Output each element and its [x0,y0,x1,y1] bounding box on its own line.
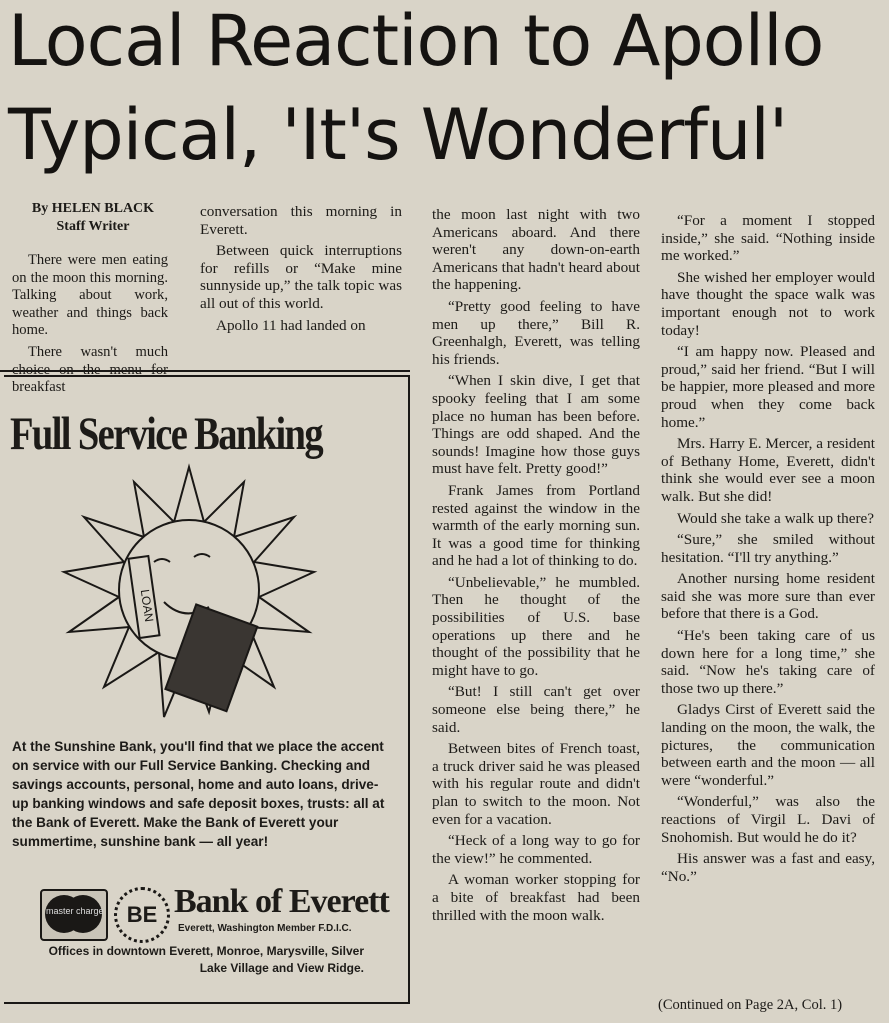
continued-line: (Continued on Page 2A, Col. 1) [658,997,843,1013]
bank-name: Bank of Everett [174,883,389,920]
headline-line-1: Local Reaction to Apollo [8,0,824,82]
paragraph: Mrs. Harry E. Mercer, a resident of Bethany Home, Everett, didn't think she would ever see a moon walk. But she did! [661,435,875,505]
paragraph: Frank James from Portland rested against the window in the warmth of the early morning sun. It was a good time for thinking and he had a lot of thinking to do. [432,481,640,570]
paragraph: A woman worker stopping for a bite of breakfast had been thrilled with the moon walk. [432,871,640,924]
article-column-2 [200,203,402,338]
ad-copy: At the Sunshine Bank, you'll find that we place the accent on service with our Full Service Banking. Checking and savings accounts, personal, home and auto loans, drive-up banking windows and safe deposit boxes, trusts: all at the Bank of Everett. Make the Bank of Everett your summertime, sunshine bank — all year! [12,739,385,849]
paragraph: Another nursing home resident said she was more sure than ever before that there is a God. [661,570,875,623]
sun-illustration-icon [59,462,319,722]
byline [18,200,168,236]
paragraph: His answer was a fast and easy, “No.” [661,850,875,885]
article-column-3 [432,206,640,928]
ad-title: Full Service Banking [10,408,322,460]
bank-location: Everett, Washington Member F.D.I.C. [178,923,352,934]
card-label: master charge [46,906,104,916]
paragraph: “For a moment I stopped inside,” she said. “Nothing inside me worked.” [661,212,875,265]
paragraph: “Wonderful,” was also the reactions of Virgil L. Davi of Snohomish. But would he do it? [661,793,875,846]
paragraph: There were men eating on the moon this morning. Talking about work, weather and things back home. [12,252,168,339]
paragraph: Between quick interruptions for refills or “Make mine sunnyside up,” the talk topic was all out of this world. [200,242,402,312]
bank-monogram-logo: BE [114,887,170,943]
paragraph: “Heck of a long way to go for the view!” he commented. [432,832,640,867]
paragraph: “I am happy now. Pleased and proud,” said her friend. “But I will be happier, more pleased and more proud when they come back home.” [661,343,875,431]
paragraph: conversation this morning in Everett. [200,203,402,238]
paragraph: “But! I still can't get over someone else being there,” he said. [432,683,640,736]
paragraph: Gladys Cirst of Everett said the landing on the moon, the walk, the pictures, the communication between earth and the moon — all were “wonderful.” [661,701,875,789]
author: By HELEN BLACK [31,201,155,216]
bank-advertisement [4,375,410,1004]
paragraph: the moon last night with two Americans aboard. And there weren't any down-on-earth Americans that hadn't heard about the happening. [432,206,640,294]
paragraph: She wished her employer would have thought the space walk was important enough not to work today! [661,268,875,339]
sun-sign: LOAN [137,588,157,623]
paragraph: “He's been taking care of us down here for a long time,” she said. “Now he's taking care of those two up there.” [661,627,875,697]
paragraph: “Unbelievable,” he mumbled. Then he thought of the possibilities of U.S. base operations up there and he thought of the possibility that he might have to go. [432,573,640,679]
paragraph: Between bites of French toast, a truck driver said he was pleased with his regular route and didn't plan to switch to the moon. Not even for a vacation. [432,740,640,828]
master-charge-logo [40,889,108,941]
paragraph: “Sure,” she smiled without hesitation. “I'll try anything.” [661,531,875,566]
headline-line-2: Typical, 'It's Wonderful' [8,94,788,176]
paragraph: “When I skin dive, I get that spooky feeling that I am some place no human has been before. Things are odd shaped. And the sounds! Imagine how those guys must have felt. Pretty good!” [432,372,640,478]
paragraph: There wasn't much breakfast [12,343,168,396]
column-rule [0,370,410,372]
paragraph: Would she take a walk up there? [677,509,874,527]
paragraph: Apollo 11 had landed on [216,316,366,334]
paragraph: “Pretty good feeling to have men up there,” Bill R. Greenhalgh, Everett, was telling his friends. [432,297,640,368]
article-column-4 [661,212,875,889]
bank-offices: Offices in downtown Everett, Monroe, Marysville, Silver Lake Village and View Ridge. [48,944,364,975]
author-title: Staff Writer [56,219,130,234]
